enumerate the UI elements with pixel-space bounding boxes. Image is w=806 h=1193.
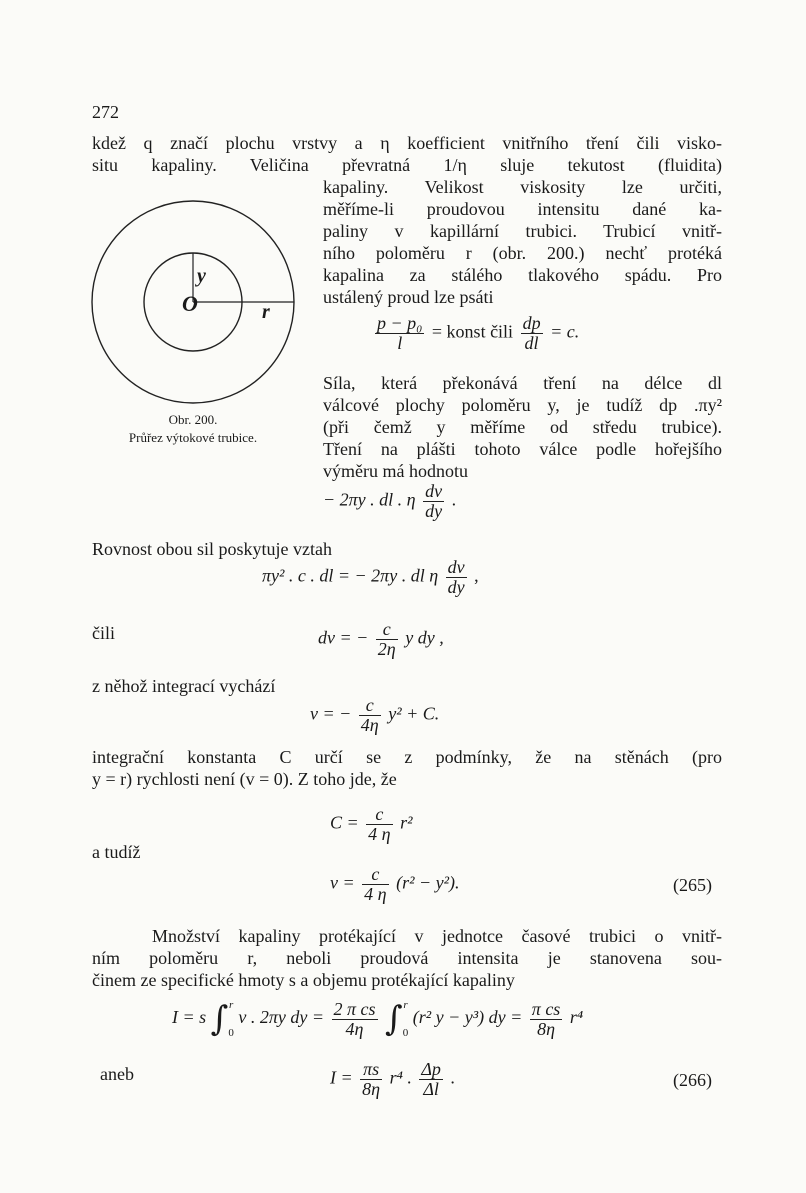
text-line: paliny v kapillární trubici. Trubicí vnitř- — [323, 221, 722, 241]
equation-text: (r² − y²). — [396, 872, 460, 893]
equation-force-balance — [262, 558, 479, 597]
equation-text: v . 2πy dy = — [238, 1007, 325, 1028]
equation-text: . — [451, 489, 457, 510]
equation-text: πy² . c . dl = − 2πy . dl η — [262, 565, 439, 586]
fraction-numerator: π cs — [531, 998, 561, 1019]
figure-label-o: O — [182, 291, 198, 316]
integral-upper-limit: r — [228, 999, 234, 1011]
text-line: ního poloměru r (obr. 200.) nechť protéká — [323, 243, 722, 263]
fraction-denominator: 4η — [345, 1018, 364, 1039]
figure-label-y: y — [197, 265, 206, 287]
equation-text: dv = − — [318, 627, 369, 648]
text-line: čili — [92, 623, 115, 643]
integral-lower-limit: 0 — [228, 1027, 234, 1039]
equation-text: I = s — [172, 1007, 207, 1028]
fraction-denominator: dy — [447, 577, 465, 597]
text-line: situ kapaliny. Veličina převratná 1/η sluje tekutost (fluidita) — [92, 155, 722, 175]
integral-upper-limit: r — [403, 999, 408, 1011]
fraction-denominator: 8η — [537, 1018, 556, 1039]
figure-caption-number: Obr. 200. — [168, 412, 218, 427]
text-line: Množství kapaliny protékající v jednotce časové trubici o vnitř- — [152, 926, 722, 946]
text-line: válcové plochy poloměru y, je tudíž dp .πy² — [323, 395, 722, 415]
integral-sign: ∫ — [385, 999, 403, 1039]
text-line: měříme-li proudovou intensitu dané ka- — [323, 199, 722, 219]
text-line: integrační konstanta C určí se z podmínky, že na stěnách (pro — [92, 747, 722, 767]
text-line: kdež q značí plochu vrstvy a η koefficient vnitřního tření čili visko- — [92, 133, 722, 153]
fraction-denominator: 2η — [377, 639, 396, 659]
equation-text: v = — [330, 872, 355, 893]
text-line: y = r) rychlosti není (v = 0). Z toho jde, že — [92, 769, 397, 789]
text-line: činem ze specifické hmoty s a objemu protékající kapaliny — [92, 970, 515, 990]
text-line: aneb — [100, 1064, 134, 1084]
fraction-numerator: dv — [425, 481, 443, 501]
text-line: kapaliny. Velikost viskosity lze určiti, — [323, 177, 722, 197]
fraction-denominator: 4 η — [364, 884, 387, 904]
equation-text: r⁴ — [569, 1007, 584, 1028]
text-line: Tření na plášti tohoto válce podle hořejšího — [323, 439, 722, 459]
equation-text: y dy , — [405, 627, 444, 648]
figure-label-r: r — [262, 301, 270, 323]
fraction-numerator: c — [366, 805, 392, 825]
fraction-denominator: 8η — [362, 1079, 381, 1099]
integral-lower-limit: 0 — [402, 1027, 409, 1039]
fraction-numerator: p − p₀ — [377, 313, 423, 333]
fraction-denominator: Δl — [423, 1079, 439, 1099]
fraction-numerator: 2 π cs — [333, 998, 376, 1019]
fraction-numerator: dp — [522, 313, 541, 333]
fraction-numerator: c — [362, 865, 388, 885]
text-line: Rovnost obou sil poskytuje vztah — [92, 539, 332, 559]
equation-text: y² + C. — [388, 703, 440, 724]
fraction-denominator: dy — [425, 501, 443, 521]
equation-dv — [318, 620, 444, 659]
equation-text: = konst čili — [431, 321, 514, 342]
text-line: ustálený proud lze psáti — [323, 287, 494, 307]
equation-text: , — [474, 565, 479, 586]
equation-text: − 2πy . dl . η — [323, 489, 416, 510]
equation-text: (r² y − y³) dy = — [412, 1007, 523, 1028]
integral-sign: ∫ — [210, 999, 229, 1039]
fraction-denominator: dl — [524, 333, 539, 353]
text-line: (při čemž y měříme od středu trubice). — [323, 417, 722, 437]
equation-266 — [330, 1060, 455, 1099]
fraction-numerator: c — [359, 696, 381, 716]
equation-text: = c. — [550, 321, 580, 342]
text-line: ním poloměru r, neboli proudová intensita je stanovena sou- — [92, 948, 722, 968]
text-line: kapalina za stálého tlakového spádu. Pro — [323, 265, 722, 285]
page-number: 272 — [92, 102, 119, 122]
fraction-numerator: dv — [447, 557, 465, 577]
fraction-numerator: c — [376, 620, 398, 640]
fraction-numerator: πs — [360, 1060, 382, 1080]
equation-text: r² — [400, 812, 413, 833]
equation-pressure-gradient — [372, 314, 579, 353]
fraction-denominator: 4η — [360, 715, 379, 735]
text-line: výměru má hodnotu — [323, 461, 468, 481]
equation-text: v = − — [310, 703, 352, 724]
equation-text: I = — [330, 1067, 353, 1088]
equation-number: (266) — [673, 1070, 712, 1090]
fraction-denominator: 4 η — [368, 824, 391, 844]
equation-v-integrated — [310, 696, 439, 735]
text-line: z něhož integrací vychází — [92, 676, 276, 696]
figure-caption-title: Průřez výtokové trubice. — [128, 430, 258, 445]
equation-flow-integral — [172, 998, 583, 1040]
equation-constant-c — [330, 805, 413, 844]
text-line: a tudíž — [92, 842, 141, 862]
equation-text: C = — [330, 812, 359, 833]
equation-text: . — [450, 1067, 455, 1088]
equation-265 — [330, 865, 460, 904]
equation-friction — [323, 482, 456, 521]
text-line: Síla, která překonává tření na délce dl — [323, 373, 722, 393]
equation-text: r⁴ . — [389, 1067, 412, 1088]
equation-number: (265) — [673, 875, 712, 895]
fraction-numerator: Δp — [421, 1059, 441, 1079]
fraction-denominator: l — [397, 333, 403, 353]
